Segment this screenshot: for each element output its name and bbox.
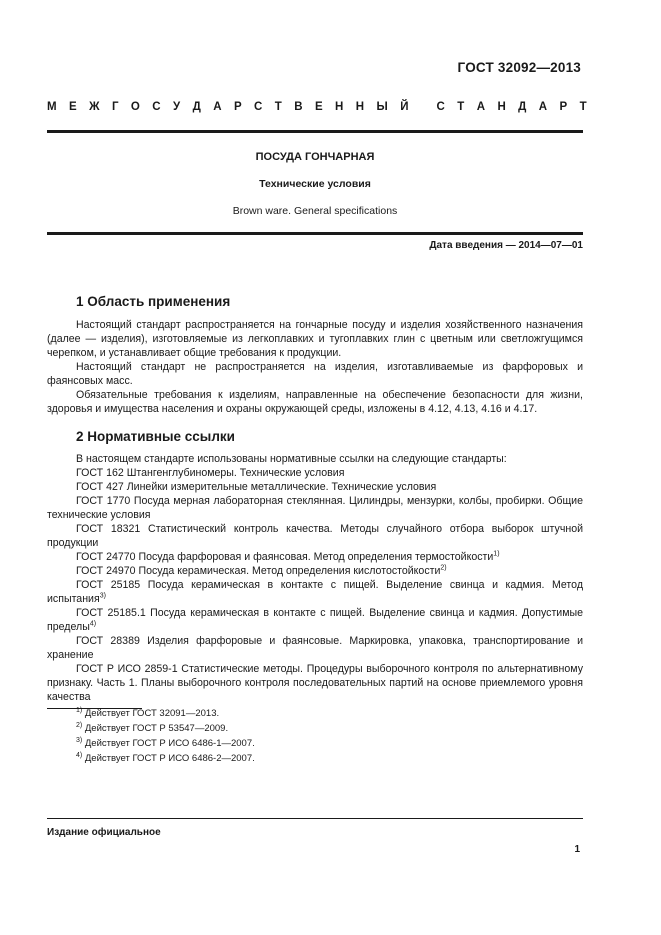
english-title: Brown ware. General specifications <box>232 205 398 217</box>
banner-letter: Е <box>314 101 323 113</box>
banner-letter: М <box>47 101 57 113</box>
footnote-marker: 3) <box>99 592 106 600</box>
edition-label: Издание официальное <box>47 827 161 838</box>
normative-reference <box>47 494 583 522</box>
title-rule <box>47 232 583 235</box>
reference-text: ГОСТ 25185.1 Посуда керамическая в контакте с пищей. Выделение свинца и кадмия. Допустимые пределы <box>47 607 583 633</box>
banner-letter: С <box>436 101 445 113</box>
banner-letter: Д <box>518 101 527 113</box>
banner-letter <box>421 101 424 113</box>
normative-reference <box>47 522 583 550</box>
section-2-body <box>47 452 583 704</box>
section-1-heading: 1 Область применения <box>76 294 231 309</box>
banner-letter: Ы <box>376 101 388 113</box>
reference-text: ГОСТ 1770 Посуда мерная лабораторная стеклянная. Цилиндры, мензурки, колбы, пробирки. Общие технические условия <box>47 495 583 521</box>
page-number: 1 <box>574 844 580 855</box>
banner-letter: Р <box>559 101 568 113</box>
reference-text: ГОСТ 162 Штангенглубиномеры. Технические условия <box>76 467 345 479</box>
footnote-marker: 4) <box>89 620 97 628</box>
section-2-heading: 2 Нормативные ссылки <box>76 429 235 444</box>
footnote <box>76 751 255 766</box>
banner-letter: А <box>538 101 548 113</box>
normative-reference <box>47 606 583 634</box>
footnote-mark: 4) <box>76 751 83 759</box>
document-code: ГОСТ 32092—2013 <box>457 60 581 75</box>
footer-rule <box>47 818 583 819</box>
effective-date: Дата введения — 2014—07—01 <box>429 240 583 251</box>
banner-letter: С <box>152 101 161 113</box>
section-1-paragraph: Настоящий стандарт не распространяется на изделия, изготавливаемые из фарфоровых и фаянсовых масс. <box>47 361 583 387</box>
reference-text: ГОСТ 427 Линейки измерительные металлические. Технические условия <box>76 481 437 493</box>
banner-letter: Г <box>111 101 119 113</box>
reference-text: ГОСТ 25185 Посуда керамическая в контакте с пищей. Выделение свинца и кадмия. Метод испытания <box>47 579 583 605</box>
reference-text: ГОСТ 18321 Статистический контроль качества. Методы случайного отбора выборок штучной продукции <box>47 523 583 549</box>
banner-letter: Т <box>274 101 282 113</box>
normative-reference <box>47 634 583 662</box>
header-rule <box>47 130 583 133</box>
banner-letter: Ж <box>89 101 100 113</box>
banner-letter: А <box>213 101 222 113</box>
banner-letter: Н <box>355 101 365 113</box>
banner-letter: Й <box>400 101 409 113</box>
normative-reference <box>47 578 583 606</box>
section-1-body <box>47 318 583 416</box>
banner-letter: Д <box>192 101 201 113</box>
document-subtitle: Технические условия <box>259 178 371 190</box>
footnote-marker: 1) <box>493 550 500 558</box>
normative-reference <box>47 466 583 480</box>
interstate-standard-banner <box>47 101 587 113</box>
footnote-text: Действует ГОСТ Р ИСО 6486-2—2007. <box>84 753 255 764</box>
normative-reference <box>47 662 583 704</box>
banner-letter: О <box>130 101 140 113</box>
footnote <box>76 736 255 751</box>
banner-letter: Т <box>457 101 465 113</box>
footnote-mark: 1) <box>76 706 83 714</box>
footnote-text: Действует ГОСТ 32091—2013. <box>84 708 220 719</box>
reference-text: ГОСТ 24970 Посуда керамическая. Метод определения кислотостойкости <box>76 565 441 577</box>
normative-reference <box>47 550 583 564</box>
banner-letter: Т <box>579 101 587 113</box>
footnote-text: Действует ГОСТ Р 53547—2009. <box>84 723 229 734</box>
footnote <box>76 706 255 721</box>
banner-letter: Р <box>233 101 242 113</box>
reference-text: ГОСТ 24770 Посуда фарфоровая и фаянсовая. Метод определения термостойкости <box>76 551 494 563</box>
banner-letter: Е <box>69 101 77 113</box>
section-2-intro: В настоящем стандарте использованы нормативные ссылки на следующие стандарты: <box>76 453 507 465</box>
footnote-mark: 3) <box>76 736 83 744</box>
normative-reference <box>47 480 583 494</box>
banner-letter: А <box>476 101 486 113</box>
banner-letter: У <box>173 101 181 113</box>
footnote-marker: 2) <box>440 564 447 572</box>
reference-text: ГОСТ Р ИСО 2859-1 Статистические методы. Процедуры выборочного контроля по альтернативному признаку. Часть 1. Планы выборочного контроля последовательных партий на основе приемлемого уровня качества <box>47 663 583 703</box>
reference-text: ГОСТ 28389 Изделия фарфоровые и фаянсовые. Маркировка, упаковка, транспортирование и хранение <box>47 635 583 661</box>
footnote <box>76 721 255 736</box>
footnotes <box>76 706 255 766</box>
section-1-paragraph: Обязательные требования к изделиям, направленные на обеспечение безопасности для жизни, здоровья и имущества населения и охраны окружающей среды, изложены в 4.12, 4.13, 4.16 и 4.17. <box>47 389 583 415</box>
normative-reference <box>47 564 583 578</box>
banner-letter: В <box>294 101 303 113</box>
footnote-text: Действует ГОСТ Р ИСО 6486-1—2007. <box>84 738 255 749</box>
banner-letter: Н <box>497 101 506 113</box>
section-1-paragraph: Настоящий стандарт распространяется на гончарные посуду и изделия хозяйственного назначения (далее — изделия), изготовляемые из легкоплавких и тугоплавких глин с цветным или светложгущимся черепком, и устанавливает общие требования к продукции. <box>47 319 583 359</box>
footnote-mark: 2) <box>76 721 83 729</box>
banner-letter: Н <box>335 101 344 113</box>
banner-letter: С <box>254 101 263 113</box>
document-title: ПОСУДА ГОНЧАРНАЯ <box>255 151 375 163</box>
